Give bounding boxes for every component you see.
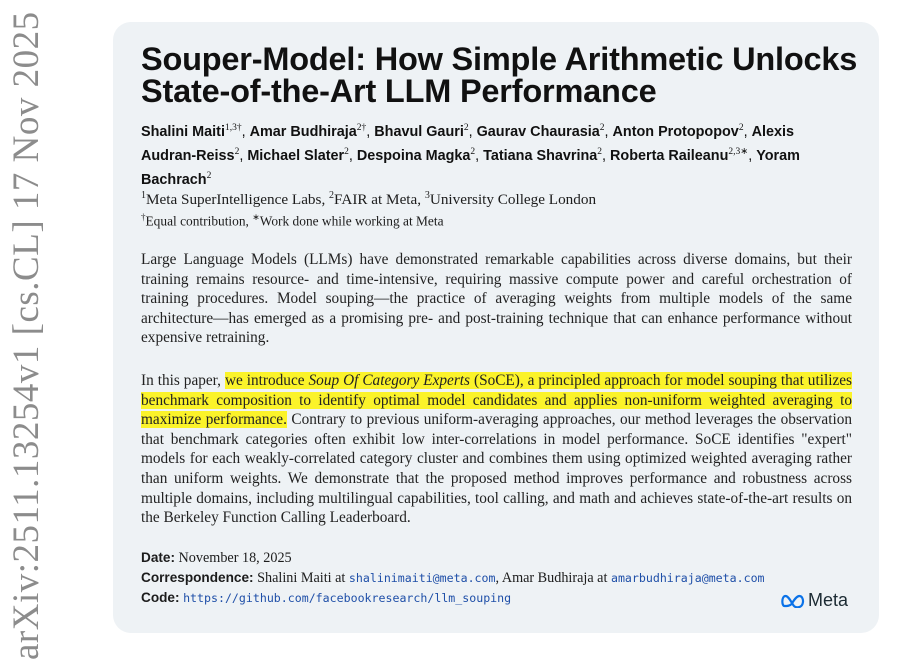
- date-line: [141, 549, 861, 567]
- equal-contribution-note: Equal contribution: [145, 213, 246, 229]
- author-affiliation-marker: 2: [597, 146, 603, 157]
- correspondent-1-name: Shalini Maiti: [257, 570, 332, 586]
- author-notes: †Equal contribution, ∗Work done while working at Meta: [141, 212, 444, 229]
- author-affiliation-marker: 2: [234, 146, 240, 157]
- meta-infinity-icon: [781, 594, 805, 608]
- author-affiliation-marker: 2: [463, 123, 469, 133]
- author-name: Amar Budhiraja: [249, 123, 357, 140]
- author-affiliation-marker: 2: [470, 146, 476, 157]
- author-affiliation-marker: 2,3∗: [728, 146, 749, 157]
- author-name: Shalini Maiti: [141, 123, 225, 140]
- highlighted-contribution: we introduce Soup Of Category Experts (SoCE), a principled approach for model souping that utilizes benchmark composition to identify optimal model candidates and applies non-uniform weighted averaging to maximize performance.: [141, 372, 852, 429]
- author-affiliation-marker: 2: [206, 170, 212, 181]
- meta-logo-text: Meta: [808, 590, 849, 610]
- correspondent-2-email-link[interactable]: amarbudhiraja@meta.com: [610, 571, 765, 585]
- author-name: Yoram Bachrach: [141, 147, 800, 188]
- author-name: Bhavul Gauri: [374, 123, 464, 140]
- author-name: Alexis Audran-Reiss: [141, 123, 794, 164]
- paper-header-card: [113, 22, 879, 633]
- paper-title: Souper-Model: How Simple Arithmetic Unlocks State-of-the-Art LLM Performance: [141, 41, 858, 109]
- correspondent-2-name: Amar Budhiraja: [501, 570, 594, 586]
- abstract-paragraph-2: In this paper, we introduce Soup Of Category Experts (SoCE), a principled approach for model souping that utilizes benchmark composition to identify optimal model candidates and applies non-uniform weighted averaging to maximize performance. Contrary to previous uniform-averaging approaches, our method leverages the observation that benchmark categories often exhibit low inter-correlations in model performance. SoCE identifies "expert" models for each weakly-correlated category cluster and combines them using optimized weighted averaging rather than uniform weights. We demonstrate that the proposed method improves performance and robustness across multiple domains, including multilingual capabilities, tool calling, and math and achieves state-of-the-art results on the Berkeley Function Calling Leaderboard.: [141, 372, 852, 527]
- author-affiliation-marker: 1,3†: [224, 123, 242, 133]
- affiliation-1: Meta SuperIntelligence Labs: [146, 191, 322, 209]
- work-done-note: Work done while working at Meta: [259, 213, 444, 229]
- author-list: Shalini Maiti$^{1,3\dagger}$, Amar Budhiraja$^{2\dagger}$, Bhavul Gauri$^2$, Gaurav Chaurasia$^2$, Anton Protopopov$^2$, Alexis Audran-Reiss$^2$, Michael Slater$^2$, Despoina Magka$^2$, Tatiana Shavrina$^2$, Roberta Raileanu$^{2,3∗}$, Yoram Bachrach$^2$: [141, 123, 800, 188]
- code-repository-link[interactable]: https://github.com/facebookresearch/llm_souping: [183, 591, 512, 605]
- author-affiliation-marker: 2: [344, 146, 349, 157]
- code-line: [141, 589, 861, 607]
- date-label: Date:: [141, 550, 175, 565]
- affiliation-2: FAIR at Meta: [334, 191, 418, 209]
- author-name: Despoina Magka: [356, 147, 471, 164]
- correspondence-label: Correspondence:: [141, 570, 254, 585]
- author-name: Anton Protopopov: [612, 123, 739, 140]
- author-name: Tatiana Shavrina: [483, 147, 598, 164]
- author-affiliation-marker: 2: [599, 123, 605, 133]
- code-label: Code:: [141, 590, 180, 605]
- correspondence-line: Correspondence: Shalini Maiti at shalinimaiti@meta.com, Amar Budhiraja at amarbudhiraja@meta.com: [141, 570, 765, 586]
- author-name: Roberta Raileanu: [610, 147, 729, 164]
- author-affiliation-marker: 2: [738, 123, 744, 133]
- abstract-paragraph-1: Large Language Models (LLMs) have demonstrated remarkable capabilities across diverse domains, but their training remains resource- and time-intensive, requiring massive compute power and careful orchestration of training procedures. Model souping—the practice of averaging weights from multiple models of the same architecture—has emerged as a promising pre- and post-training technique that can enhance performance without expensive retraining.: [141, 251, 852, 347]
- meta-logo: [781, 590, 848, 611]
- author-affiliation-marker: 2†: [356, 123, 367, 133]
- affiliations: $^1$Meta SuperIntelligence Labs, $^2$FAIR at Meta, $^3$University College London: [141, 190, 597, 209]
- correspondent-1-email-link[interactable]: shalinimaiti@meta.com: [348, 571, 496, 585]
- date-value: November 18, 2025: [178, 550, 292, 566]
- arxiv-identifier: arXiv:2511.13254v1 [cs.CL] 17 Nov 2025: [6, 11, 47, 660]
- author-name: Gaurav Chaurasia: [476, 123, 600, 140]
- author-name: Michael Slater: [247, 147, 345, 164]
- affiliation-3: University College London: [429, 191, 597, 209]
